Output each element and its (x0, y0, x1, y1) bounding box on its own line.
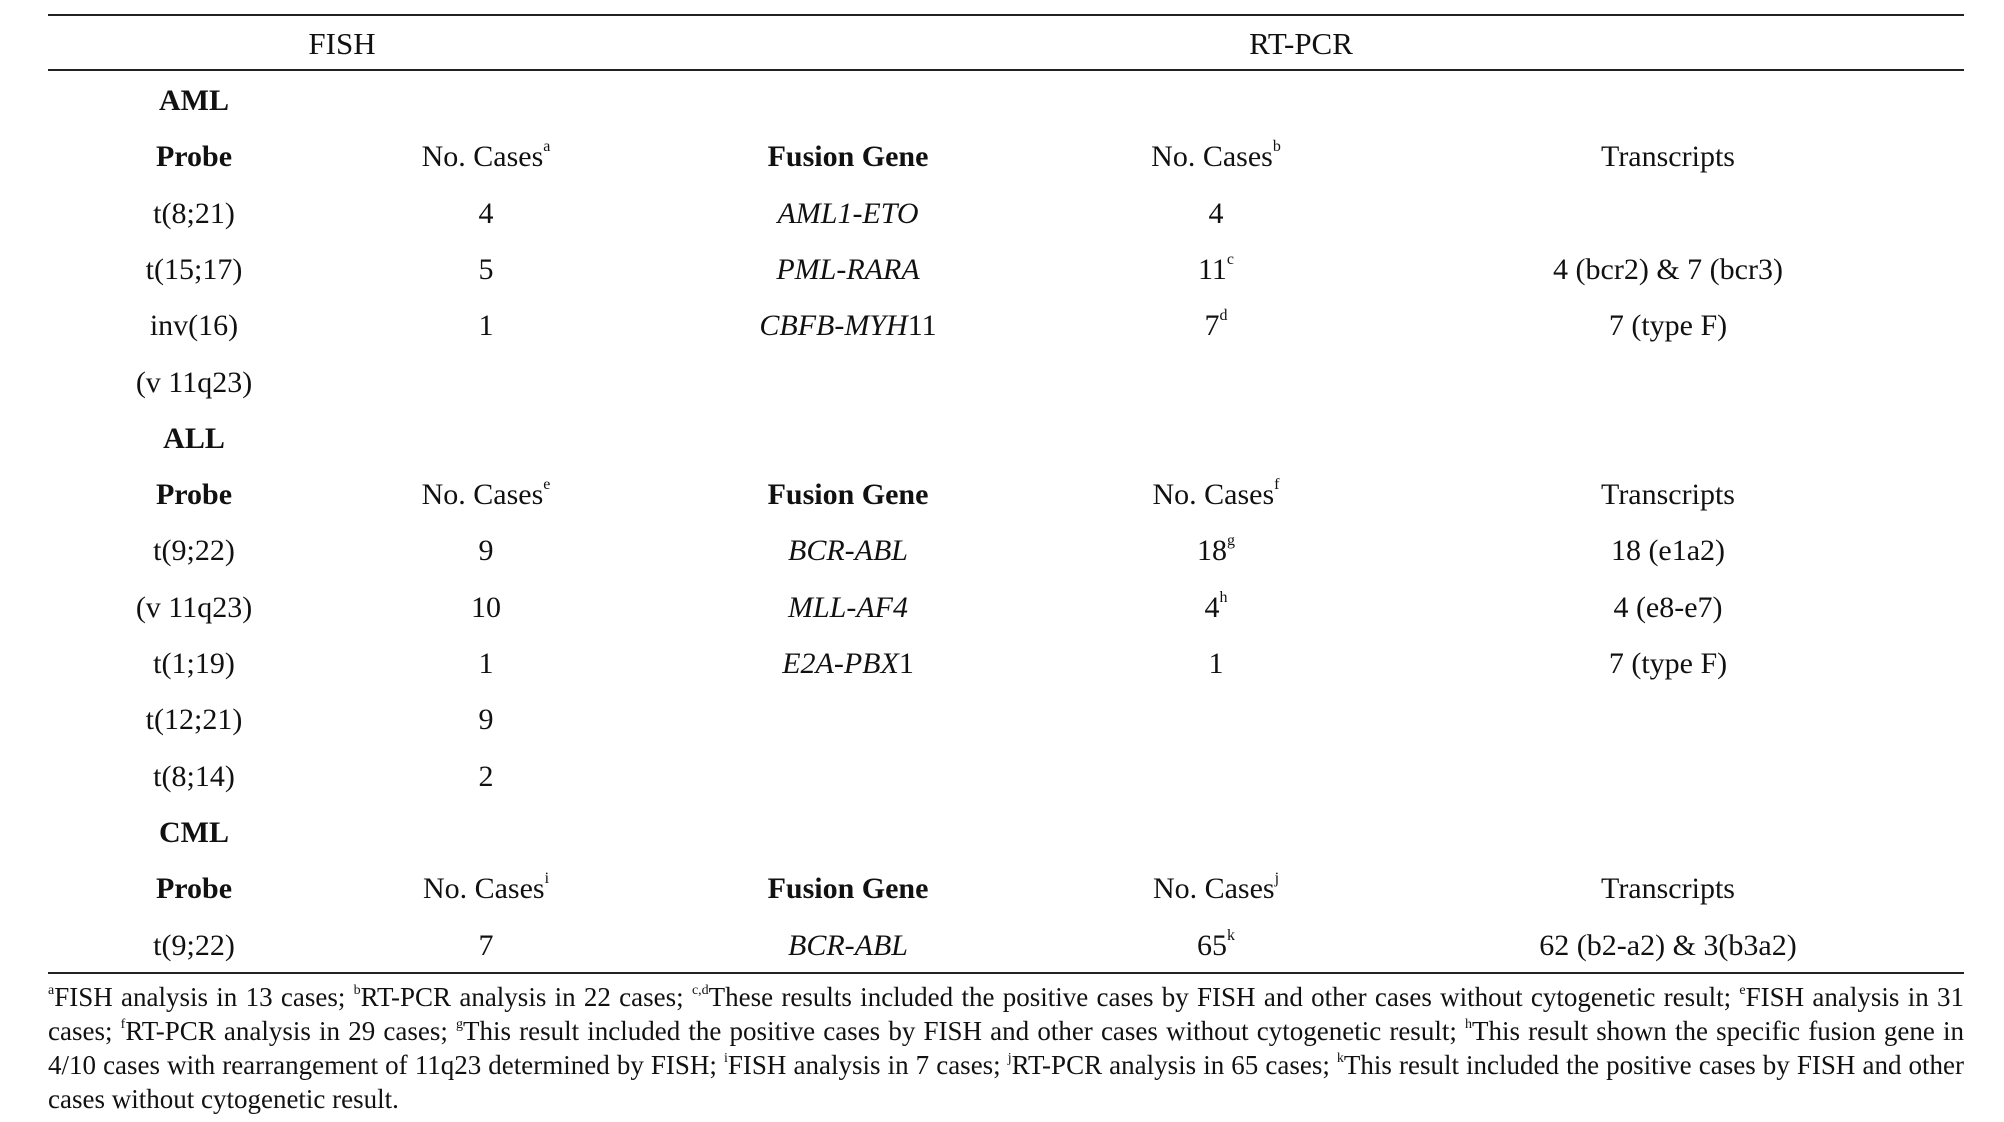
col-header-rtpcr-cases (1153, 871, 1279, 907)
cell-rtpcr-cases-text: 11 (1198, 252, 1227, 286)
cell-fish-cases: 2 (478, 759, 494, 793)
cell-rtpcr-cases-footnote-mark: k (1227, 926, 1235, 944)
fusion-gene-name: CBFB-MYH (759, 309, 908, 343)
fusion-gene-name: MLL-AF4 (788, 590, 908, 624)
cell-probe: t(9;22) (153, 928, 235, 962)
section-title: AML (159, 84, 229, 117)
col-header-rtpcr-cases (1153, 477, 1280, 513)
cell-fusion-gene (777, 196, 918, 232)
footnote-text: RT-PCR analysis in 22 cases; (360, 982, 692, 1012)
col-header-fish-cases (422, 139, 551, 175)
cell-rtpcr-cases-text: 4 (1208, 196, 1224, 230)
fusion-gene-name: E2A-PBX (782, 647, 899, 680)
cell-rtpcr-cases-footnote-mark: h (1219, 588, 1228, 606)
cell-fusion-gene (788, 590, 908, 626)
col-header-probe: Probe (155, 140, 233, 174)
fusion-gene-name: PML-RARA (776, 252, 920, 286)
col-header-probe: Probe (155, 872, 233, 906)
footnote-paragraph (48, 980, 1964, 1116)
cell-probe: (v 11q23) (135, 365, 253, 399)
fusion-gene-name: BCR-ABL (788, 928, 908, 962)
cell-probe: t(1;19) (153, 647, 235, 680)
cell-rtpcr-cases-text: 7 (1204, 309, 1220, 343)
cell-transcripts: 62 (b2-a2) & 3(b3a2) (1539, 928, 1797, 962)
footnote-text: This result included the positive cases by FISH and other cases without cytogenetic result. (48, 1050, 1964, 1114)
col-header-rtpcr-cases-footnote-mark: b (1272, 138, 1281, 156)
footnote-mark: j (1007, 1051, 1012, 1066)
cell-transcripts: 7 (type F) (1608, 647, 1728, 680)
col-header-fish-cases-footnote-mark: e (543, 476, 551, 494)
fusion-gene-suffix: 11 (907, 309, 937, 343)
col-header-rtpcr-cases (1151, 139, 1281, 175)
footnote-text: RT-PCR analysis in 65 cases; (1011, 1050, 1337, 1080)
col-header-rtpcr-cases-text: No. Cases (1151, 140, 1273, 174)
cell-transcripts: 4 (bcr2) & 7 (bcr3) (1553, 252, 1783, 286)
footnote-mark: e (1739, 983, 1746, 998)
header-rtpcr: RT-PCR (1249, 26, 1353, 61)
cell-probe: t(15;17) (145, 252, 243, 286)
footnotes (48, 980, 1964, 1116)
col-header-fusion-gene: Fusion Gene (767, 140, 929, 174)
cell-fish-cases: 1 (478, 309, 494, 343)
col-header-fish-cases (422, 477, 551, 513)
footnote-mark: g (455, 1017, 463, 1032)
cell-rtpcr-cases (1205, 590, 1228, 626)
cell-rtpcr-cases-footnote-mark: d (1219, 307, 1228, 325)
top-rule (48, 14, 1964, 16)
cell-fish-cases: 5 (478, 252, 494, 286)
cell-transcripts: 7 (type F) (1608, 309, 1728, 343)
cell-probe: t(8;14) (153, 759, 235, 793)
bottom-rule (48, 972, 1964, 974)
cell-rtpcr-cases-text: 1 (1208, 647, 1224, 680)
cell-fish-cases: 1 (478, 647, 494, 680)
col-header-fish-cases-text: No. Cases (421, 140, 544, 174)
cell-rtpcr-cases (1205, 308, 1228, 344)
cell-probe: t(12;21) (145, 703, 243, 737)
cell-fish-cases: 7 (478, 928, 494, 962)
col-header-fish-cases-text: No. Cases (422, 872, 545, 906)
footnote-mark: b (353, 983, 361, 998)
section-title: CML (159, 815, 229, 849)
col-header-transcripts: Transcripts (1601, 872, 1735, 906)
cell-probe: t(8;21) (153, 196, 235, 230)
header-rule (48, 69, 1964, 71)
cell-transcripts: 4 (e8-e7) (1613, 590, 1723, 624)
footnote-text: RT-PCR analysis in 29 cases; (125, 1016, 456, 1046)
cell-fish-cases: 9 (478, 703, 494, 737)
cell-rtpcr-cases (1198, 252, 1234, 288)
col-header-fusion-gene: Fusion Gene (767, 478, 929, 512)
section-title: ALL (163, 421, 225, 455)
cell-fusion-gene (759, 308, 936, 344)
col-header-probe: Probe (155, 478, 233, 512)
cell-fusion-gene (776, 252, 919, 288)
cell-fish-cases: 4 (478, 196, 494, 230)
footnote-text: This result included the positive cases by FISH and other cases without cytogenetic result; (462, 1016, 1465, 1046)
col-header-fusion-gene: Fusion Gene (767, 872, 929, 906)
cell-probe: t(9;22) (153, 534, 235, 568)
col-header-fish-cases-text: No. Cases (421, 478, 544, 512)
cell-rtpcr-cases-footnote-mark: g (1227, 532, 1235, 550)
cell-rtpcr-cases-text: 65 (1197, 928, 1227, 962)
col-header-rtpcr-cases-footnote-mark: j (1274, 870, 1280, 888)
cell-fusion-gene (782, 646, 914, 682)
fusion-gene-suffix: 1 (898, 647, 914, 680)
cell-rtpcr-cases-footnote-mark: c (1226, 250, 1234, 268)
results-table (48, 0, 1964, 1122)
footnote-text: FISH analysis in 7 cases; (727, 1050, 1008, 1080)
col-header-transcripts: Transcripts (1601, 478, 1735, 512)
col-header-rtpcr-cases-text: No. Cases (1152, 478, 1275, 512)
col-header-fish-cases (423, 871, 549, 907)
cell-transcripts: 18 (e1a2) (1610, 534, 1726, 568)
col-header-transcripts: Transcripts (1601, 140, 1735, 174)
fusion-gene-name: BCR-ABL (788, 534, 908, 568)
cell-rtpcr-cases (1209, 196, 1224, 232)
footnote-text: FISH analysis in 31 cases; (48, 982, 1964, 1046)
col-header-fish-cases-footnote-mark: a (543, 138, 551, 156)
footnote-mark: a (48, 983, 55, 998)
footnote-text: This result shown the specific fusion gene in 4/10 cases with rearrangement of 11q23 determined by FISH; (48, 1016, 1964, 1080)
cell-fusion-gene (788, 533, 908, 569)
footnote-mark: i (724, 1051, 728, 1066)
footnote-mark: k (1336, 1051, 1344, 1066)
cell-rtpcr-cases-text: 4 (1204, 590, 1220, 624)
cell-rtpcr-cases (1197, 928, 1235, 964)
cell-fish-cases: 9 (478, 534, 494, 568)
footnote-mark: f (120, 1017, 126, 1032)
footnote-text: FISH analysis in 13 cases; (54, 982, 354, 1012)
footnote-mark: h (1464, 1017, 1472, 1032)
footnote-text: These results included the positive cases by FISH and other cases without cytogenetic result; (708, 982, 1740, 1012)
cell-probe: inv(16) (149, 309, 239, 343)
col-header-rtpcr-cases-text: No. Cases (1152, 872, 1275, 906)
cell-rtpcr-cases-text: 18 (1197, 534, 1227, 568)
cell-rtpcr-cases (1209, 646, 1224, 682)
cell-fusion-gene (788, 928, 908, 964)
cell-probe: (v 11q23) (135, 590, 253, 624)
footnote-mark: c,d (691, 983, 709, 998)
col-header-fish-cases-footnote-mark: i (544, 870, 550, 888)
col-header-rtpcr-cases-footnote-mark: f (1274, 476, 1280, 494)
cell-rtpcr-cases (1197, 533, 1235, 569)
cell-fish-cases: 10 (471, 590, 501, 624)
fusion-gene-name: AML1-ETO (777, 196, 919, 230)
header-fish: FISH (308, 26, 376, 61)
